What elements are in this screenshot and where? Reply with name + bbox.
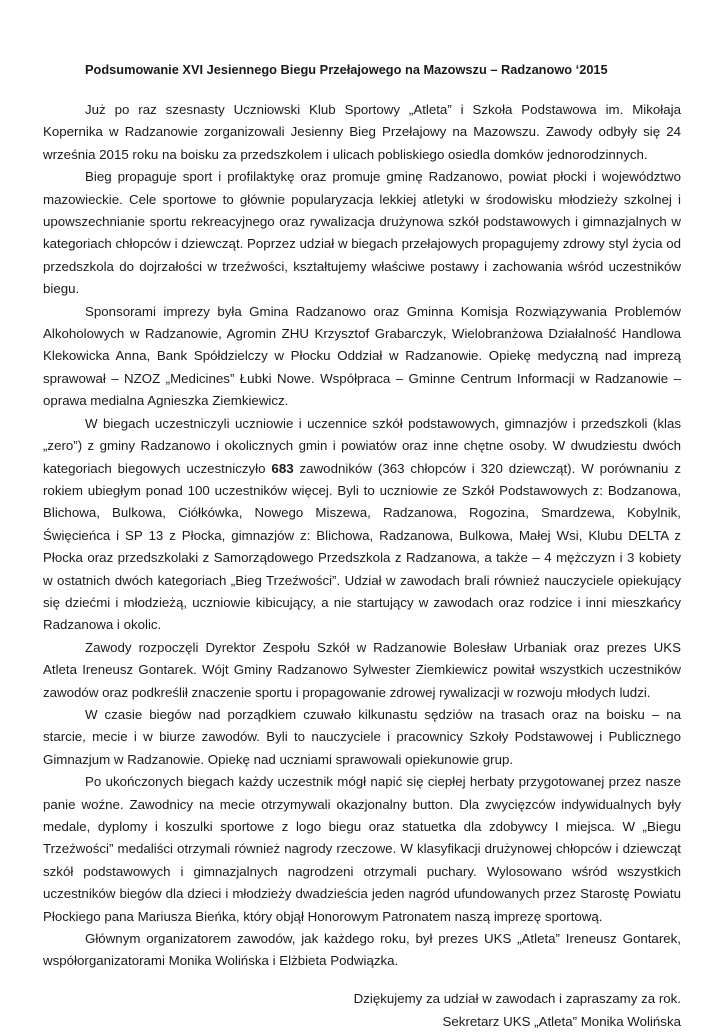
- participant-count: 683: [271, 460, 294, 476]
- document-page: [43, 58, 681, 1033]
- signoff-block: [43, 987, 681, 1033]
- signature-line: Sekretarz UKS „Atleta” Monika Wolińska: [442, 1013, 681, 1029]
- paragraph-opening: Zawody rozpoczęli Dyrektor Zespołu Szkół w Radzanowie Bolesław Urbaniak oraz prezes UKS Atleta Ireneusz Gontarek. Wójt Gminy Radzanowo Sylwester Ziemkiewicz powitał wszystkich uczestników zawodów oraz podkreślił znaczenie sportu i propagowanie zdrowej rywalizacji w rozwoju młodych ludzi.: [43, 639, 681, 700]
- document-title: Podsumowanie XVI Jesiennego Biegu Przełajowego na Mazowszu – Radzanowo ‘2015: [85, 62, 608, 77]
- paragraph-prizes: Po ukończonych biegach każdy uczestnik mógł napić się ciepłej herbaty przygotowanej przez nasze panie woźne. Zawodnicy na mecie otrzymywali okazjonalny button. Dla zwycięzców indywidualnych były medale, dyplomy i koszulki sportowe z logo biegu oraz statuetka dla zdobywcy I miejsca. W „Biegu Trzeźwości” medaliści otrzymali również nagrody rzeczowe. W klasyfikacji drużynowej chłopców i dziewcząt szkół podstawowych i gimnazjalnych nagrodzeni otrzymali puchary. Wylosowano wśród wszystkich uczestników biegów dla dzieci i młodzieży dwadzieścia jeden nagród ufundowanych przez Starostę Powiatu Płockiego pana Mariusza Bieńka, który objął Honorowym Patronatem naszą imprezę sportową.: [43, 774, 681, 924]
- paragraph-organizers: Głównym organizatorem zawodów, jak każdego roku, był prezes UKS „Atleta” Ireneusz Gontarek, współorganizatorami Monika Wolińska i Elżbieta Podwiązka.: [43, 931, 681, 969]
- participants-text-before: W biegach uczestniczyli uczniowie i uczennice szkół podstawowych, gimnazjów i przedszkoli (klas „zero”) z gminy Radzanowo i okolicznych gmin i powiatów oraz inne chętne osoby. W dwudziestu dwóch kategoriach biegowych uczestniczyło: [43, 415, 681, 476]
- paragraph-sponsors: Sponsorami imprezy była Gmina Radzanowo oraz Gminna Komisja Rozwiązywania Problemów Alkoholowych w Radzanowie, Agromin ZHU Krzysztof Grabarczyk, Wielobranżowa Działalność Handlowa Klekowicka Anna, Bank Spółdzielczy w Płocku Oddział w Radzanowie. Opiekę medyczną nad imprezą sprawował – NZOZ „Medicines” Łubki Nowe. Współpraca – Gminne Centrum Informacji w Radzanowie – oprawa medialna Agnieszka Ziemkiewicz.: [43, 303, 681, 409]
- participants-text-after: zawodników (363 chłopców i 320 dziewcząt). W porównaniu z rokiem ubiegłym ponad 100 uczestników więcej. Byli to uczniowie ze Szkół Podstawowych z: Bodzanowa, Blichowa, Bulkowa, Ciółkówka, Nowego Miszewa, Radzanowa, Rogozina, Smardzewa, Kobylnik, Święcieńca i SP 13 z Płocka, gimnazjów z: Blichowa, Radzanowa, Bulkowa, Małej Wsi, Klubu DELTA z Płocka oraz przedszkolaki z Samorządowego Przedszkola z Radzanowa, a także – 4 mężczyzn i 3 kobiety w ostatnich dwóch kategoriach „Bieg Trzeźwości”. Udział w zawodach brali również nauczyciele opiekujący się dziećmi i młodzieżą, uczniowie kibicujący, a nie startujący w zawodach oraz rodzice i inni mieszkańcy Radzanowa i okolic.: [43, 460, 681, 633]
- paragraph-intro: Już po raz szesnasty Uczniowski Klub Sportowy „Atleta” i Szkoła Podstawowa im. Mikołaja Kopernika w Radzanowie zorganizowali Jesienny Bieg Przełajowy na Mazowszu. Zawody odbyły się 24 września 2015 roku na boisku za przedszkolem i ulicach pobliskiego osiedla domków jednorodzinnych.: [43, 102, 681, 162]
- paragraph-goals: Bieg propaguje sport i profilaktykę oraz promuje gminę Radzanowo, powiat płocki i województwo mazowieckie. Cele sportowe to głównie popularyzacja lekkiej atletyki w środowisku młodzieży szkolnej i upowszechnianie sportu rekreacyjnego oraz rywalizacja drużynowa szkół podstawowych i gimnazjalnych w kategoriach chłopców i dziewcząt. Poprzez udział w biegach przełajowych propagujemy zdrowy styl życia od przedszkola do dojrzałości w trzeźwości, kształtujemy właściwe postawy i zachowania wśród uczestników biegu.: [43, 169, 681, 297]
- closing-line: Dziękujemy za udział w zawodach i zapraszamy za rok.: [353, 990, 681, 1006]
- paragraph-participants: [43, 413, 681, 637]
- paragraph-judges: W czasie biegów nad porządkiem czuwało kilkunastu sędziów na trasach oraz na boisku – na starcie, mecie i w biurze zawodów. Byli to nauczyciele i pracownicy Szkoły Podstawowej i Publicznego Gimnazjum w Radzanowie. Opiekę nad uczniami sprawowali opiekunowie grup.: [43, 706, 681, 767]
